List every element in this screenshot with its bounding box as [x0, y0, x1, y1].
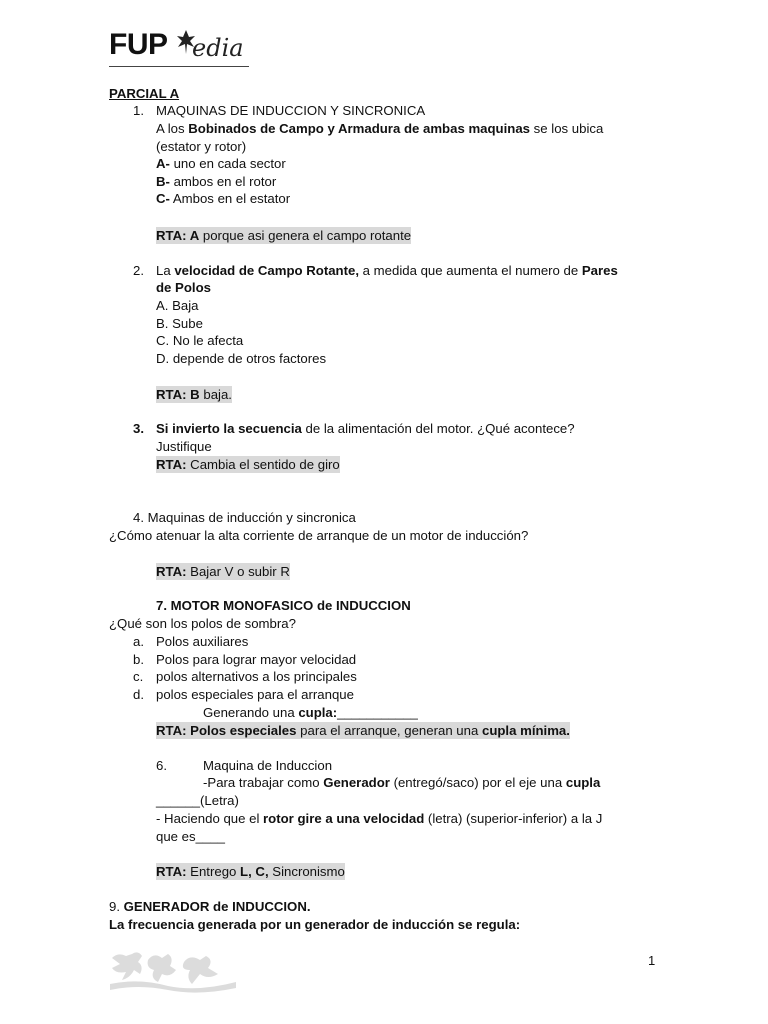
logo-suffix: edia [192, 34, 244, 62]
q7-option-d: polos especiales para el arranque [156, 687, 354, 702]
q7-answer: RTA: Polos especiales para el arranque, generan una cupla mínima. [156, 723, 570, 738]
q2-option-b: B. Sube [156, 316, 203, 331]
q7-option-d-label: d. [133, 687, 144, 702]
q4-answer: RTA: Bajar V o subir R [156, 564, 290, 579]
section-heading: PARCIAL A [109, 86, 180, 101]
logo-underline [109, 66, 249, 67]
q7-option-b: Polos para lograr mayor velocidad [156, 652, 357, 667]
q2-option-c: C. No le afecta [156, 333, 244, 348]
q3-line1: Si invierto la secuencia de la alimentación del motor. ¿Qué acontece? [156, 421, 575, 436]
q6-line4: que es____ [156, 829, 225, 844]
q6-line2: ______(Letra) [156, 793, 239, 808]
q1-line1: A los Bobinados de Campo y Armadura de ambas maquinas se los ubica [156, 121, 604, 136]
q7-option-c-label: c. [133, 669, 144, 684]
q3-line2: Justifique [156, 439, 212, 454]
q4-title: 4. Maquinas de inducción y sincronica [133, 510, 356, 525]
q2-line2: de Polos [156, 280, 211, 295]
page-number: 1 [648, 953, 656, 968]
q6-line1: -Para trabajar como Generador (entregó/saco) por el eje una cupla [203, 775, 601, 790]
q1-option-a: A- uno en cada sector [156, 156, 286, 171]
q1-line2: (estator y rotor) [156, 139, 247, 154]
q7-option-a-label: a. [133, 634, 144, 649]
q7-option-c: polos alternativos a los principales [156, 669, 357, 684]
fupedia-logo [109, 28, 251, 70]
q2-number: 2. [133, 263, 144, 278]
q6-title: Maquina de Induccion [203, 758, 333, 773]
q2-line1: La velocidad de Campo Rotante, a medida que aumenta el numero de Pares [156, 263, 618, 278]
q1-option-c: C- Ambos en el estator [156, 191, 291, 206]
q1-number: 1. [133, 103, 144, 118]
q6-line3: - Haciendo que el rotor gire a una velocidad (letra) (superior-inferior) a la J [156, 811, 603, 826]
logo-prefix: FUP [109, 28, 168, 61]
q7-option-b-label: b. [133, 652, 144, 667]
q1-title: MAQUINAS DE INDUCCION Y SINCRONICA [156, 103, 426, 118]
q2-option-a: A. Baja [156, 298, 199, 313]
q3-number: 3. [133, 421, 144, 436]
q6-answer: RTA: Entrego L, C, Sincronismo [156, 864, 345, 879]
q1-answer: RTA: A porque asi genera el campo rotante [156, 228, 412, 243]
q2-option-d: D. depende de otros factores [156, 351, 327, 366]
q9-title: 9. GENERADOR de INDUCCION. [109, 899, 311, 914]
q7-question: ¿Qué son los polos de sombra? [109, 616, 296, 631]
q7-title: 7. MOTOR MONOFASICO de INDUCCION [156, 598, 411, 613]
q7-option-a: Polos auxiliares [156, 634, 249, 649]
q1-option-b: B- ambos en el rotor [156, 174, 277, 189]
q4-question: ¿Cómo atenuar la alta corriente de arranque de un motor de inducción? [109, 528, 529, 543]
footer-watermark-logo [108, 948, 240, 994]
q3-answer: RTA: Cambia el sentido de giro [156, 457, 340, 472]
q9-question: La frecuencia generada por un generador de inducción se regula: [109, 917, 521, 932]
q6-number: 6. [156, 758, 167, 773]
q2-answer: RTA: B baja. [156, 387, 232, 402]
q7-generating-line: Generando una cupla:___________ [203, 705, 418, 720]
